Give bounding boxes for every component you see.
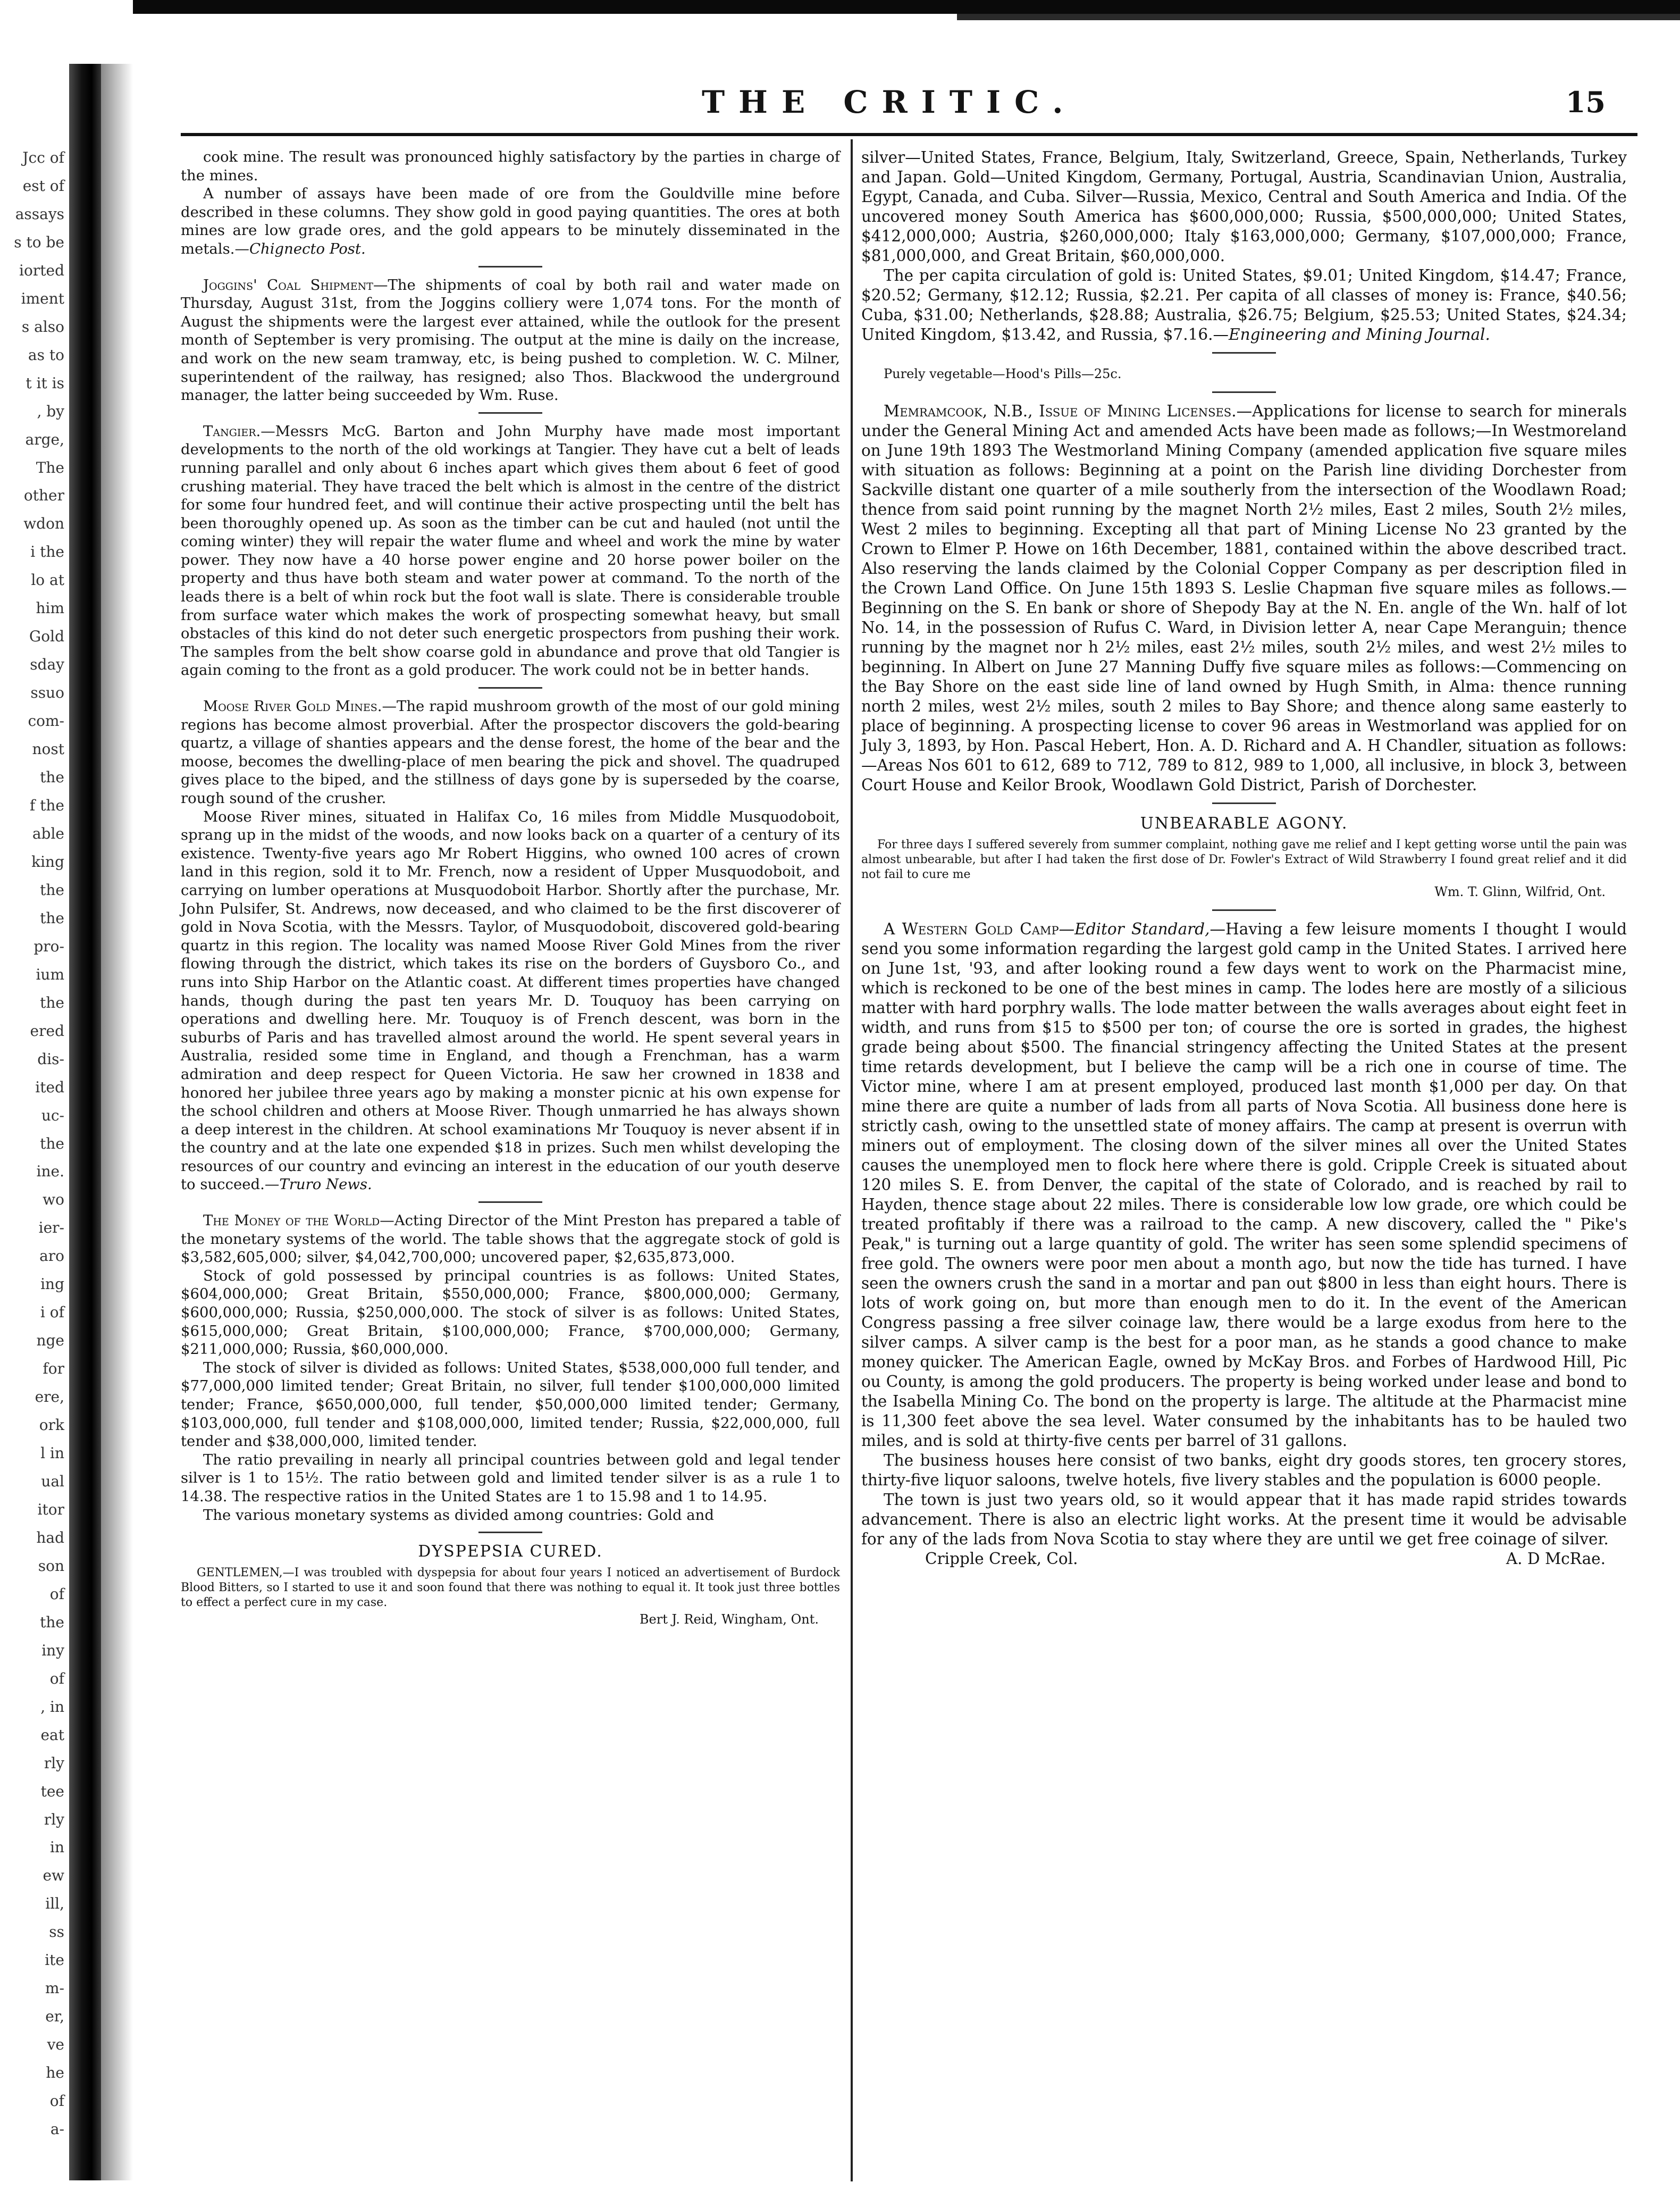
right-column-articles-b xyxy=(861,402,1627,795)
margin-fragment: i of xyxy=(40,1303,64,1321)
margin-fragment: er, xyxy=(45,2008,64,2025)
margin-fragment: of xyxy=(49,1670,64,1687)
margin-fragment: ork xyxy=(39,1416,64,1434)
advert-signature: Bert J. Reid, Wingham, Ont. xyxy=(639,1611,819,1627)
article-paragraph xyxy=(181,1211,840,1267)
margin-fragment: ss xyxy=(49,1923,64,1941)
page-binding-shadow xyxy=(69,64,101,2180)
right-column-articles-c xyxy=(861,919,1627,1549)
margin-fragment: arge, xyxy=(25,431,64,448)
right-column xyxy=(861,148,1627,1569)
margin-fragment: for xyxy=(43,1360,64,1377)
signoff-author: A. D McRae. xyxy=(1506,1550,1606,1568)
margin-fragment: ual xyxy=(41,1473,64,1490)
margin-fragment: of xyxy=(49,1585,64,1603)
margin-fragment: iorted xyxy=(19,262,64,279)
article-text: —The shipments of coal by both rail and water made on Thursday, August 31st, from the Joggins colliery were 1,074 tons. For the month of August the shipments were the largest ever attained, while the outlook for the present month of September is very promising. The output at the mine is daily on the increase, and work on the new seam tramway, etc, is being pushed to completion. W. C. Milner, superintendent of the railway, has resigned; also Thos. Blackwood the underground manager, the latter being succeeded by Wm. Ruse. xyxy=(181,276,840,404)
margin-fragment: com- xyxy=(28,712,64,730)
margin-fragment: iment xyxy=(21,290,64,307)
margin-fragment: m- xyxy=(45,1979,64,1997)
margin-fragment: wo xyxy=(43,1191,64,1208)
advert-signature-right: Wm. T. Glinn, Wilfrid, Ont. xyxy=(1434,884,1606,899)
margin-fragment: f the xyxy=(29,797,64,814)
margin-fragment: ing xyxy=(40,1275,64,1293)
article-text: silver—United States, France, Belgium, Italy, Switzerland, Greece, Spain, Netherlands, Turkey and Japan. Gold—United Kingdom, Germany, Portugal, Austria, Scandinavian Union, Australia, Egypt, Canada, and Cuba. Silver—Russia, Mexico, Central and South America and India. Of the uncovered money South America has $600,000,000; Russia, $500,000,000; United States, $412,000,000; Austria, $260,000,000; Italy $163,000,000; Germany, $107,000,000; France, $81,000,000, and Great Britain, $60,000,000. xyxy=(861,148,1627,265)
margin-fragment: of xyxy=(49,2092,64,2110)
advert-title-right: UNBEARABLE AGONY. xyxy=(1140,814,1348,833)
article-paragraph xyxy=(861,402,1627,795)
margin-fragment: dis- xyxy=(37,1050,64,1068)
article-text: .—Applications for license to search for minerals under the General Mining Act and amended Acts have been made as follows;—In Westmoreland on June 19th 1893 The Westmorland Mining Company (amended application five square miles with situation as follows: Beginning at a point on the Parish line dividing Dorchester from Sackville distant one quarter of a mile southerly from the intersection of the Woodlawn Road; thence from said point running by the magnet North 2½ miles, East 2 miles, South 2½ miles, West 2 miles to beginning. Excepting all that part of Mining License No 23 granted by the Crown to Elmer P. Howe on 16th December, 1881, contained within the above described tract. Also reserving the lands claimed by the Colonial Copper Company as per description filed in the Crown Land Office. On June 15th 1893 S. Leslie Chapman five square miles as follows.—Beginning on the S. En bank or shore of Shepody Bay at the N. En. angle of the Wn. half of lot No. 14, in the possession of Rufus C. Ward, in Division letter A, near Cape Meranguin; thence running by the magnet nor h 2½ miles, east 2½ miles, south 2½ miles, and west 2½ miles to beginning. In Albert on June 27 Manning Duffy five square miles as follows:—Commencing on the Bay Shore on the east side line of land owned by Hugh Smith, in Alma: thence running north 2 miles, west 2½ miles, south 2 miles to Bay Shore; and thence along same easterly to place of beginning. A prospecting license to cover 96 areas in Westmorland was applied for on July 3, 1893, by Hon. Pascal Hebert, Hon. A. D. Richard and A. H Chandler, situation as follows:—Areas Nos 601 to 612, 689 to 712, 789 to 812, 989 to 1,000, all inclusive, in block 3, between Court House and Keilor Brook, Woodlawn Gold District, Parish of Dorchester. xyxy=(861,402,1627,794)
article-text: .—Messrs McG. Barton and John Murphy have made most important developments to the north of the old workings at Tangier. They have cut a belt of leads running parallel and only about 6 inches apart which gives them about 6 feet of good crushing material. They have traced the belt which is almost in the centre of the district for some four hundred feet, and will continue their active prospecting until the belt has been thoroughly opened up. As soon as the timber can be cut and hauled (not until the coming winter) they will repair the water flume and wheel and work the mine by water power. They now have a 40 horse power engine and 20 horse power boiler on the property and thus have both steam and water power at command. To the north of the leads there is a belt of whin rock but the foot wall is slate. There is considerable trouble from surface water which makes the work of prospecting somewhat heavy, but small obstacles of this kind do not deter such energetic prospectors from pushing their work. The samples from the belt show coarse gold in abundance and prove that old Tangier is again coming to the front as a gold producer. The work could not be in better hands. xyxy=(181,422,840,679)
margin-fragment: wdon xyxy=(23,515,64,532)
advert-body: GENTLEMEN,—I was troubled with dyspepsia for about four years I noticed an advertisement of Burdock Blood Bitters, so I started to use it and soon found that there was nothing to equal it. It took just three bottles to effect a perfect cure in my case. xyxy=(181,1566,840,1609)
article-paragraph xyxy=(181,148,840,185)
margin-fragment: as to xyxy=(28,346,64,364)
article-text: Moose River mines, situated in Halifax Co, 16 miles from Middle Musquodoboit, sprang up in the midst of the woods, and now looks back on a quarter of a century of its existence. Twenty-five years ago Mr Robert Higgins, who owned 100 acres of crown land in this region, sold it to Mr. French, now a resident of Upper Musquodoboit, and carrying on lumber operations at Musquodoboit Harbor. Shortly after the purchase, Mr. John Pulsifer, St. Andrews, now deceased, and who claimed to be the first discoverer of gold in Nova Scotia, with the Messrs. Taylor, of Musquodoboit, discovered gold-bearing quartz in this region. The locality was named Moose River Gold Mines from the river flowing through the district, which takes its rise on the borders of Guysboro Co., and runs into Ship Harbor on the Atlantic coast. At different times properties have changed hands, though during the past ten years Mr. D. Touquoy has been carrying on operations and dwelling here. Mr. Touquoy is of French descent, was born in the suburbs of Paris and has travelled almost around the world. He spent several years in Australia, resided some time in England, and though a Frenchman, has a warm admiration and deep respect for Queen Victoria. He saw her crowned in 1838 and honored her jubilee three years ago by making a monster picnic at his own expense for the school children and others at Moose River. Though unmarried he has always shown a deep interest in the children. At school examinations Mr Touquoy is never absent if in the country and at the late one expended $18 in prizes. Such men whilst developing the resources of our country and evincing an interest in the education of our youth deserve to succeed.— xyxy=(181,808,840,1193)
margin-fragment: , by xyxy=(37,403,64,420)
margin-fragment: in xyxy=(50,1838,64,1856)
section-separator xyxy=(1212,352,1276,354)
margin-fragment: lo at xyxy=(31,571,64,589)
margin-fragment: The xyxy=(36,459,64,476)
page-binding-fade xyxy=(101,64,133,2180)
margin-fragment: ited xyxy=(35,1078,64,1096)
article-paragraph xyxy=(181,1267,840,1359)
article-heading: The Money of the World xyxy=(203,1212,380,1230)
margin-fragment: king xyxy=(31,853,64,871)
margin-fragment: t it is xyxy=(26,374,64,392)
margin-fragment: sday xyxy=(30,656,64,673)
margin-fragment: ere, xyxy=(35,1388,64,1406)
margin-fragment: he xyxy=(46,2064,64,2081)
article-heading: Memramcook, N.B., Issue of Mining Licenses xyxy=(884,402,1232,420)
margin-fragment: aro xyxy=(39,1247,64,1265)
margin-fragment: uc- xyxy=(41,1107,64,1124)
article-heading: Joggins' Coal Shipment xyxy=(203,276,373,294)
margin-fragment: assays xyxy=(15,205,64,223)
margin-fragment: est of xyxy=(22,177,64,195)
article-text: The stock of silver is divided as follows: United States, $538,000,000 full tender, and $77,000,000 limited tender; Great Britain, no silver, full tender $100,000,000 limited tender; France, $650,000,000, full tender, $50,000,000 limited tender; Germany, $103,000,000, full tender and $108,000,000, limited tender; Russia, $22,000,000, full tender and $38,000,000, limited tender. xyxy=(181,1359,840,1450)
margin-fragment: ve xyxy=(47,2036,64,2053)
scan-top-border-2 xyxy=(957,14,1680,20)
left-column xyxy=(181,148,840,1628)
article-paragraph xyxy=(861,919,1627,1451)
margin-fragment: ium xyxy=(36,966,64,983)
article-text: The per capita circulation of gold is: United States, $9.01; United Kingdom, $14.47; France, $20.52; Germany, $12.12; Russia, $2.21. Per capita of all classes of money is: France, $40.56; Cuba, $31.00; Netherlands, $28.88; Australia, $26.75; Belgium, $25.53; United States, $24.34; United Kingdom, $13.42, and Russia, $7.16.— xyxy=(861,266,1627,344)
article-heading: A Western Gold Camp xyxy=(884,920,1059,938)
letter-signoff xyxy=(861,1549,1627,1569)
left-column-articles xyxy=(181,148,840,1524)
article-heading: Moose River Gold Mines xyxy=(203,698,377,715)
margin-fragment: itor xyxy=(37,1501,64,1518)
margin-fragment: the xyxy=(40,994,64,1011)
margin-fragment: other xyxy=(23,487,64,504)
margin-fragment: the xyxy=(40,768,64,786)
article-paragraph xyxy=(181,1359,840,1451)
margin-fragment: s to be xyxy=(14,233,64,251)
margin-fragment: s also xyxy=(21,318,64,336)
section-separator xyxy=(478,687,542,689)
article-paragraph xyxy=(861,1451,1627,1490)
section-separator xyxy=(1212,802,1276,804)
article-text: The business houses here consist of two banks, eight dry goods stores, ten grocery stores, thirty-five liquor saloons, twelve hotels, five livery stables and the population is 6000 people. xyxy=(861,1451,1627,1489)
section-separator xyxy=(1212,909,1276,911)
margin-fragment: ered xyxy=(30,1022,64,1040)
margin-fragment: ill, xyxy=(45,1895,64,1912)
margin-fragment: iny xyxy=(41,1642,64,1659)
margin-fragment: i the xyxy=(30,543,64,561)
article-text: A number of assays have been made of ore from the Gouldville mine before described in these columns. They show gold in good paying quantities. The ores at both mines are low grade ores, and the gold appears to be minutely disseminated in the metals.— xyxy=(181,185,840,257)
margin-fragment: the xyxy=(40,881,64,899)
margin-fragment: ier- xyxy=(38,1219,64,1236)
margin-fragment: ssuo xyxy=(30,684,64,701)
margin-fragment: a- xyxy=(50,2120,64,2138)
margin-fragment: rly xyxy=(44,1811,64,1828)
margin-fragment: ite xyxy=(45,1951,64,1969)
article-text: The town is just two years old, so it would appear that it has made rapid strides towards advancement. There is also an electric light works. At the present time it would be advisable for any of the lads from Nova Scotia to stay where they are until we get free coinage of silver. xyxy=(861,1491,1627,1548)
advert-note: Purely vegetable—Hood's Pills—25c. xyxy=(884,366,1122,381)
article-heading: Tangier xyxy=(203,422,256,440)
article-text: —Acting Director of the Mint Preston has prepared a table of the monetary systems of the world. The table shows that the aggregate stock of gold is $3,582,605,000; silver, $4,042,700,000; uncovered paper, $2,635,873,000. xyxy=(181,1212,840,1266)
article-paragraph xyxy=(861,148,1627,266)
article-paragraph xyxy=(861,1490,1627,1549)
section-separator xyxy=(478,1201,542,1203)
section-separator xyxy=(1212,391,1276,393)
margin-fragment: Jcc of xyxy=(22,149,64,166)
header-rule xyxy=(181,133,1637,136)
article-paragraph xyxy=(181,697,840,808)
margin-fragment: nost xyxy=(32,740,64,758)
page-title: THE CRITIC. xyxy=(702,84,1077,120)
margin-fragment: l in xyxy=(40,1444,64,1462)
advert-title: DYSPEPSIA CURED. xyxy=(418,1542,603,1561)
margin-fragment: the xyxy=(40,1613,64,1631)
margin-fragment: , in xyxy=(40,1698,64,1716)
margin-fragment: him xyxy=(36,599,64,617)
margin-fragment: rly xyxy=(44,1754,64,1772)
article-source: Engineering and Mining Journal. xyxy=(1229,325,1490,344)
article-text: .—The rapid mushroom growth of the most of our gold mining regions has become almost proverbial. After the prospector discovers the gold-bearing quartz, a village of shanties appears and the dense forest, the home of the bear and the moose, becomes the dwelling-place of men bearing the pick and shovel. The quadruped gives place to the biped, and the stillness of days gone by is superseded by the coarse, rough sound of the crusher. xyxy=(181,698,840,807)
page-number: 15 xyxy=(1565,85,1606,119)
margin-fragment: son xyxy=(38,1557,64,1575)
article-inline-source: —Editor Standard, xyxy=(1059,920,1210,938)
margin-fragment: pro- xyxy=(33,938,64,955)
margin-fragment: the xyxy=(40,1135,64,1152)
margin-fragment: ew xyxy=(43,1867,64,1884)
section-separator xyxy=(478,266,542,267)
margin-fragment: able xyxy=(32,825,64,842)
margin-fragment: ine. xyxy=(36,1163,64,1180)
article-paragraph xyxy=(181,276,840,405)
article-text: The various monetary systems as divided among countries: Gold and xyxy=(203,1506,714,1524)
advert-body-right: For three days I suffered severely from summer complaint, nothing gave me relief and I kept getting worse until the pain was almost unbearable, but after I had taken the first dose of Dr. Fowler's Extract of Wild Strawberry I found great relief and it did not fail to cure me xyxy=(861,838,1627,881)
scan-top-border xyxy=(133,0,1680,14)
margin-fragment: nge xyxy=(36,1332,64,1349)
margin-fragment: had xyxy=(36,1529,64,1546)
article-paragraph xyxy=(181,422,840,680)
article-paragraph xyxy=(181,1451,840,1506)
article-text: The ratio prevailing in nearly all principal countries between gold and legal tender silver is 1 to 15½. The ratio between gold and limited tender silver is as a rule 1 to 14.38. The respective ratios in the United States are 1 to 15.98 and 1 to 14.95. xyxy=(181,1451,840,1505)
article-paragraph xyxy=(181,808,840,1194)
article-paragraph xyxy=(181,1506,840,1525)
margin-fragment: Gold xyxy=(29,628,64,645)
adjacent-page-fragments xyxy=(0,149,66,2170)
section-separator xyxy=(478,412,542,414)
article-text: Stock of gold possessed by principal countries is as follows: United States, $604,000,000; Great Britain, $550,000,000; France, $800,000,000; Germany, $600,000,000; Russia, $250,000,000. The stock of silver is as follows: United States, $615,000,000; Great Britain, $100,000,000; France, $700,000,000; Germany, $211,000,000; Russia, $60,000,000. xyxy=(181,1267,840,1358)
margin-fragment: eat xyxy=(40,1726,64,1744)
margin-fragment: tee xyxy=(40,1783,64,1800)
right-column-articles-a xyxy=(861,148,1627,345)
article-source: Truro News. xyxy=(279,1176,372,1193)
article-text: —Having a few leisure moments I thought I would send you some information regarding the largest gold camp in the United States. I arrived here on June 1st, '93, and after looking round a few days went to work on the Pharmacist mine, which is reckoned to be one of the best mines in camp. The lodes here are mostly of a silicious matter with hard porphry walls. The lode matter between the walls averages about eight feet in width, and runs from $15 to $500 per ton; of course the ore is sorted in grades, the highest grade being about $500. The financial stringency affecting the United States at the present time retards development, but I believe the camp will be a rich one in course of time. The Victor mine, where I am at present employed, produced last month $1,000 per day. On that mine there are quite a number of lads from all parts of Nova Scotia. All business done here is strictly cash, owing to the unsettled state of money affairs. The camp at present is overrun with miners out of employment. The closing down of the silver mines all over the United States causes the unemployed men to flock here where there is gold. Cripple Creek is situated about 120 miles S. E. from Denver, the capital of the state of Colorado, and is reached by rail to Hayden, thence stage about 22 miles. There is considerable low low grade, ore which could be treated profitably if there was a railroad to the camp. A new discovery, called the " Pike's Peak," is turning out a large quantity of gold. The writer has seen some splendid specimens of free gold. The owners were poor men about a month ago, but now the tide has turned. I have seen the owners crush the sand in a mortar and pan out $800 in less than eight hours. There is lots of work going on, but more than enough men to do it. In the event of the American Congress passing a free silver coinage law, there would be a large exodus from here to the silver camps. A silver camp is the best for a poor man, as he stands a good chance to make money quicker. The American Eagle, owned by McKay Bros. and Forbes of Hardwood Hill, Pic ou County, is among the gold producers. The property is being worked under lease and bond to the Isabella Mining Co. The bond on the property is large. The altitude at the Pharmacist mine is 11,300 feet above the sea level. Water consumed by the inhabitants has to be hauled two miles, and is sold at thirty-five cents per barrel of 31 gallons. xyxy=(861,920,1627,1450)
article-paragraph xyxy=(861,266,1627,345)
signoff-place: Cripple Creek, Col. xyxy=(925,1550,1078,1568)
margin-fragment: the xyxy=(40,909,64,927)
article-paragraph xyxy=(181,185,840,258)
column-divider xyxy=(851,139,853,2181)
section-separator xyxy=(478,1532,542,1533)
article-text: cook mine. The result was pronounced highly satisfactory by the parties in charge of the mines. xyxy=(181,148,840,184)
article-source: Chignecto Post. xyxy=(249,240,366,257)
